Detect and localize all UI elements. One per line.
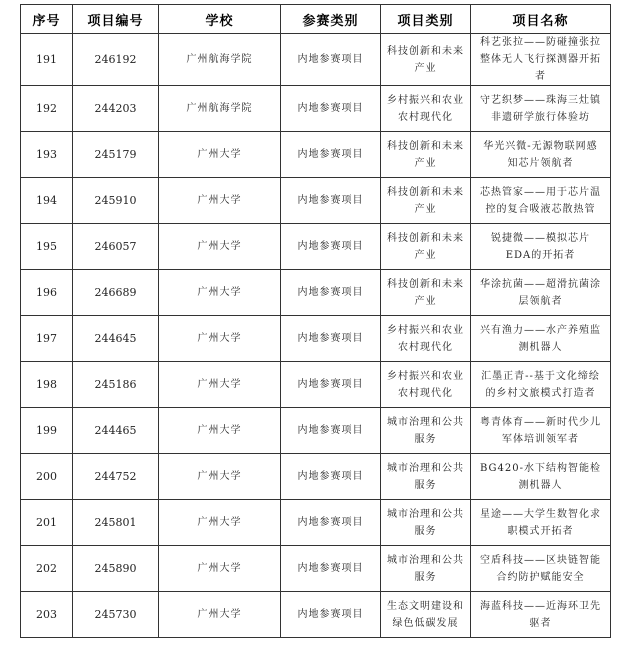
cell-index: 196 — [21, 270, 73, 316]
cell-project-name — [471, 408, 611, 454]
cell-index: 193 — [21, 132, 73, 178]
cell-code: 246057 — [73, 224, 159, 270]
cell-project-name — [471, 270, 611, 316]
cell-entry-type: 内地参赛项目 — [281, 408, 381, 454]
table-body — [21, 34, 611, 638]
cell-index: 191 — [21, 34, 73, 86]
cell-entry-type: 内地参赛项目 — [281, 270, 381, 316]
project-name-text: 华光兴微-无源物联网感知芯片领航者 — [483, 140, 598, 169]
cell-school: 广州大学 — [159, 546, 281, 592]
project-name-text: 星途——大学生数智化求职模式开拓者 — [480, 508, 601, 537]
project-name-text: 守艺织梦——珠海三灶镇非遗研学旅行体验坊 — [480, 94, 601, 123]
cell-project-name — [471, 316, 611, 362]
cell-entry-type: 内地参赛项目 — [281, 362, 381, 408]
table-row — [21, 132, 611, 178]
cell-project-name — [471, 34, 611, 86]
cell-code: 246192 — [73, 34, 159, 86]
table-row — [21, 362, 611, 408]
cell-project-name — [471, 362, 611, 408]
cell-project-name — [471, 224, 611, 270]
cell-entry-type: 内地参赛项目 — [281, 316, 381, 362]
cell-code: 244752 — [73, 454, 159, 500]
project-name-text: 华涂抗菌——超滑抗菌涂层领航者 — [480, 278, 601, 307]
cell-entry-type: 内地参赛项目 — [281, 178, 381, 224]
cell-school: 广州大学 — [159, 132, 281, 178]
project-name-text: 海蓝科技——近海环卫先驱者 — [480, 600, 601, 629]
cell-code: 245186 — [73, 362, 159, 408]
cell-category: 科技创新和未来产业 — [381, 132, 471, 178]
cell-entry-type: 内地参赛项目 — [281, 592, 381, 638]
table-header — [21, 5, 611, 34]
cell-index: 192 — [21, 86, 73, 132]
cell-school: 广州大学 — [159, 454, 281, 500]
cell-entry-type: 内地参赛项目 — [281, 224, 381, 270]
cell-school: 广州大学 — [159, 224, 281, 270]
table-row — [21, 592, 611, 638]
cell-code: 244645 — [73, 316, 159, 362]
header-project-name: 项目名称 — [471, 5, 611, 34]
cell-category: 科技创新和未来产业 — [381, 34, 471, 86]
cell-project-name — [471, 86, 611, 132]
cell-code: 245179 — [73, 132, 159, 178]
cell-school: 广州大学 — [159, 178, 281, 224]
cell-code: 245890 — [73, 546, 159, 592]
cell-project-name — [471, 454, 611, 500]
table-row — [21, 224, 611, 270]
cell-category: 科技创新和未来产业 — [381, 224, 471, 270]
cell-category: 城市治理和公共服务 — [381, 408, 471, 454]
cell-entry-type: 内地参赛项目 — [281, 500, 381, 546]
cell-code: 244465 — [73, 408, 159, 454]
cell-category: 乡村振兴和农业农村现代化 — [381, 316, 471, 362]
header-entry-type: 参赛类别 — [281, 5, 381, 34]
cell-entry-type: 内地参赛项目 — [281, 454, 381, 500]
project-table — [20, 4, 611, 638]
cell-code: 245801 — [73, 500, 159, 546]
cell-index: 197 — [21, 316, 73, 362]
cell-code: 245910 — [73, 178, 159, 224]
cell-category: 城市治理和公共服务 — [381, 454, 471, 500]
header-category: 项目类别 — [381, 5, 471, 34]
cell-school: 广州大学 — [159, 362, 281, 408]
table-row — [21, 316, 611, 362]
cell-code: 246689 — [73, 270, 159, 316]
cell-entry-type: 内地参赛项目 — [281, 34, 381, 86]
cell-category: 乡村振兴和农业农村现代化 — [381, 86, 471, 132]
cell-school: 广州大学 — [159, 270, 281, 316]
table-row — [21, 500, 611, 546]
table-row — [21, 454, 611, 500]
cell-index: 194 — [21, 178, 73, 224]
cell-entry-type: 内地参赛项目 — [281, 546, 381, 592]
project-name-text: 汇墨正青--基于文化缔绘的乡村文旅模式打造者 — [481, 370, 600, 399]
table-row — [21, 178, 611, 224]
cell-project-name — [471, 178, 611, 224]
table-row — [21, 270, 611, 316]
cell-school: 广州大学 — [159, 592, 281, 638]
project-name-text: BG420-水下结构智能检测机器人 — [480, 462, 601, 491]
cell-index: 195 — [21, 224, 73, 270]
cell-project-name — [471, 546, 611, 592]
cell-project-name — [471, 500, 611, 546]
cell-school: 广州航海学院 — [159, 86, 281, 132]
cell-entry-type: 内地参赛项目 — [281, 86, 381, 132]
header-code: 项目编号 — [73, 5, 159, 34]
project-name-text: 空盾科技——区块链智能合约防护赋能安全 — [480, 554, 601, 583]
cell-school: 广州大学 — [159, 408, 281, 454]
table-row — [21, 86, 611, 132]
cell-index: 202 — [21, 546, 73, 592]
cell-school: 广州大学 — [159, 316, 281, 362]
cell-school: 广州航海学院 — [159, 34, 281, 86]
cell-category: 生态文明建设和绿色低碳发展 — [381, 592, 471, 638]
project-name-text: 锐捷微——模拟芯片EDA的开拓者 — [491, 232, 590, 261]
table-row — [21, 546, 611, 592]
cell-school: 广州大学 — [159, 500, 281, 546]
cell-project-name — [471, 592, 611, 638]
cell-category: 科技创新和未来产业 — [381, 270, 471, 316]
cell-index: 200 — [21, 454, 73, 500]
table-row — [21, 34, 611, 86]
header-index: 序号 — [21, 5, 73, 34]
cell-category: 城市治理和公共服务 — [381, 500, 471, 546]
cell-index: 203 — [21, 592, 73, 638]
cell-project-name — [471, 132, 611, 178]
header-row — [21, 5, 611, 34]
cell-category: 城市治理和公共服务 — [381, 546, 471, 592]
table-row — [21, 408, 611, 454]
cell-category: 乡村振兴和农业农村现代化 — [381, 362, 471, 408]
header-school: 学校 — [159, 5, 281, 34]
project-name-text: 芯热管家——用于芯片温控的复合吸液芯散热管 — [480, 186, 601, 215]
cell-category: 科技创新和未来产业 — [381, 178, 471, 224]
cell-code: 244203 — [73, 86, 159, 132]
cell-index: 198 — [21, 362, 73, 408]
cell-code: 245730 — [73, 592, 159, 638]
cell-index: 199 — [21, 408, 73, 454]
project-name-text: 科艺张拉——防碰撞张拉整体无人飞行探测器开拓者 — [480, 37, 601, 82]
cell-entry-type: 内地参赛项目 — [281, 132, 381, 178]
project-name-text: 兴有渔力——水产养殖监测机器人 — [480, 324, 601, 353]
cell-index: 201 — [21, 500, 73, 546]
project-name-text: 粤青体育——新时代少儿军体培训领军者 — [480, 416, 601, 445]
